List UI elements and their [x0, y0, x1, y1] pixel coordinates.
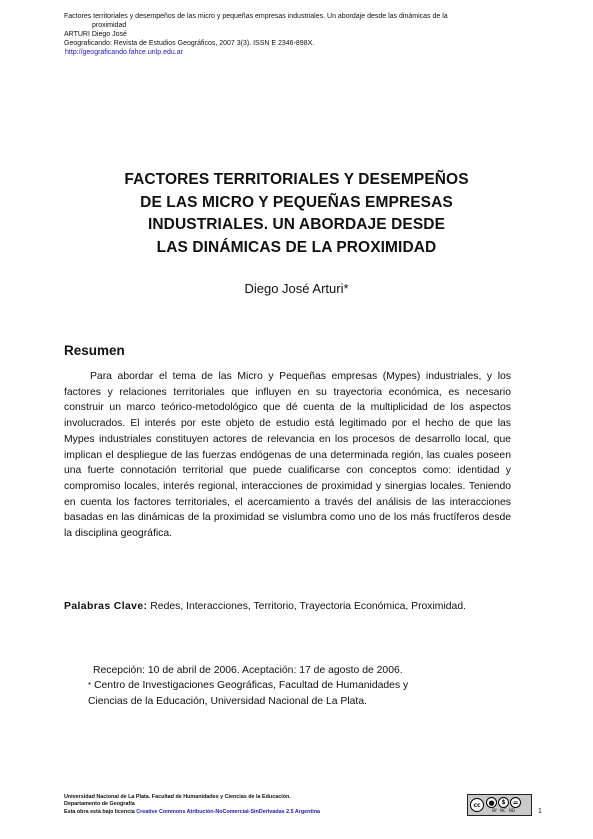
creative-commons-badge[interactable] [467, 794, 532, 816]
title-line: INDUSTRIALES. UN ABORDAJE DESDE [147, 216, 446, 233]
badge-by-label: BY [492, 808, 498, 813]
header-article-title: Factores territoriales y desempeños de las micro y pequeñas empresas industriales. Un abordaje desde las dinámicas de la [64, 13, 448, 20]
keywords-text: Redes, Interacciones, Territorio, Trayectoria Económica, Proximidad. [150, 601, 466, 612]
author-name: Diego José Arturi* [244, 281, 349, 296]
title-line: LAS DINÁMICAS DE LA PROXIMIDAD [156, 238, 437, 256]
page-number: 1 [538, 808, 542, 815]
affiliation-marker: * [88, 681, 92, 690]
received-note: Recepción: 10 de abril de 2006. Aceptación: 17 de agosto de 2006. [93, 665, 403, 676]
running-header [64, 12, 534, 57]
footer-department: Departamento de Geografía [64, 801, 135, 808]
header-journal-link[interactable]: http://geograficando.fahce.unlp.edu.ar [65, 49, 183, 56]
title-line: FACTORES TERRITORIALES Y DESEMPEÑOS [124, 171, 469, 188]
badge-nd-label: ND [508, 808, 515, 813]
cc-icon: cc [470, 798, 484, 812]
article-title [40, 169, 553, 259]
affiliation-note [88, 678, 512, 709]
noncommercial-icon: $ [498, 797, 509, 808]
footer-institution: Universidad Nacional de La Plata. Facultad de Humanidades y Ciencias de la Educación. [64, 794, 291, 800]
affiliation-line: Centro de Investigaciones Geográficas, Facultad de Humanidades y [94, 680, 409, 691]
keywords [64, 599, 511, 615]
abstract-text: Para abordar el tema de las Micro y Pequeñas empresas (Mypes) industriales, y los factores y relaciones territoriales que influyen en su trayectoria económica, es necesario construir un marco teórico-metodológico que dé cuenta de la multiplicidad de los aspectos involucrados. El interés por este objeto de estudio está legitimado por el hecho de que las Mypes industriales constituyen actores de relevancia en los procesos de desarrollo local, que implican el despliegue de las fuerzas endógenas de una determinada región, las cuales poseen una fuerte connotación territorial que puede cualificarse con conceptos como: identidad y compromiso locales, interés regional, interacciones de proximidad y sinergias locales. Teniendo en cuenta los factores territoriales, el acercamiento a través del análisis de las interacciones basadas en las dinámicas de la proximidad se vislumbra como uno de los más fructíferos desde la disciplina geográfica. [64, 371, 511, 540]
abstract-heading: Resumen [64, 343, 125, 358]
badge-nc-label: NC [500, 808, 506, 813]
header-author: ARTURI Diego José [64, 31, 127, 38]
attribution-icon: ● [486, 797, 497, 808]
page-footer [64, 794, 464, 816]
header-article-title-cont: proximidad [92, 22, 127, 29]
header-journal: Geograficando: Revista de Estudios Geográficos, 2007 3(3). ISSN E 2346-898X. [64, 40, 315, 47]
keywords-label: Palabras Clave: [64, 601, 148, 612]
noderivatives-icon: = [510, 797, 521, 808]
affiliation-line: Ciencias de la Educación, Universidad Nacional de La Plata. [88, 695, 367, 707]
footer-license-prefix: Esta obra está bajo licencia [64, 808, 137, 815]
license-link[interactable]: Creative Commons Atribución-NoComercial-SinDerivadas 2.5 Argentina [136, 808, 321, 815]
title-line: DE LAS MICRO Y PEQUEÑAS EMPRESAS [140, 193, 453, 211]
